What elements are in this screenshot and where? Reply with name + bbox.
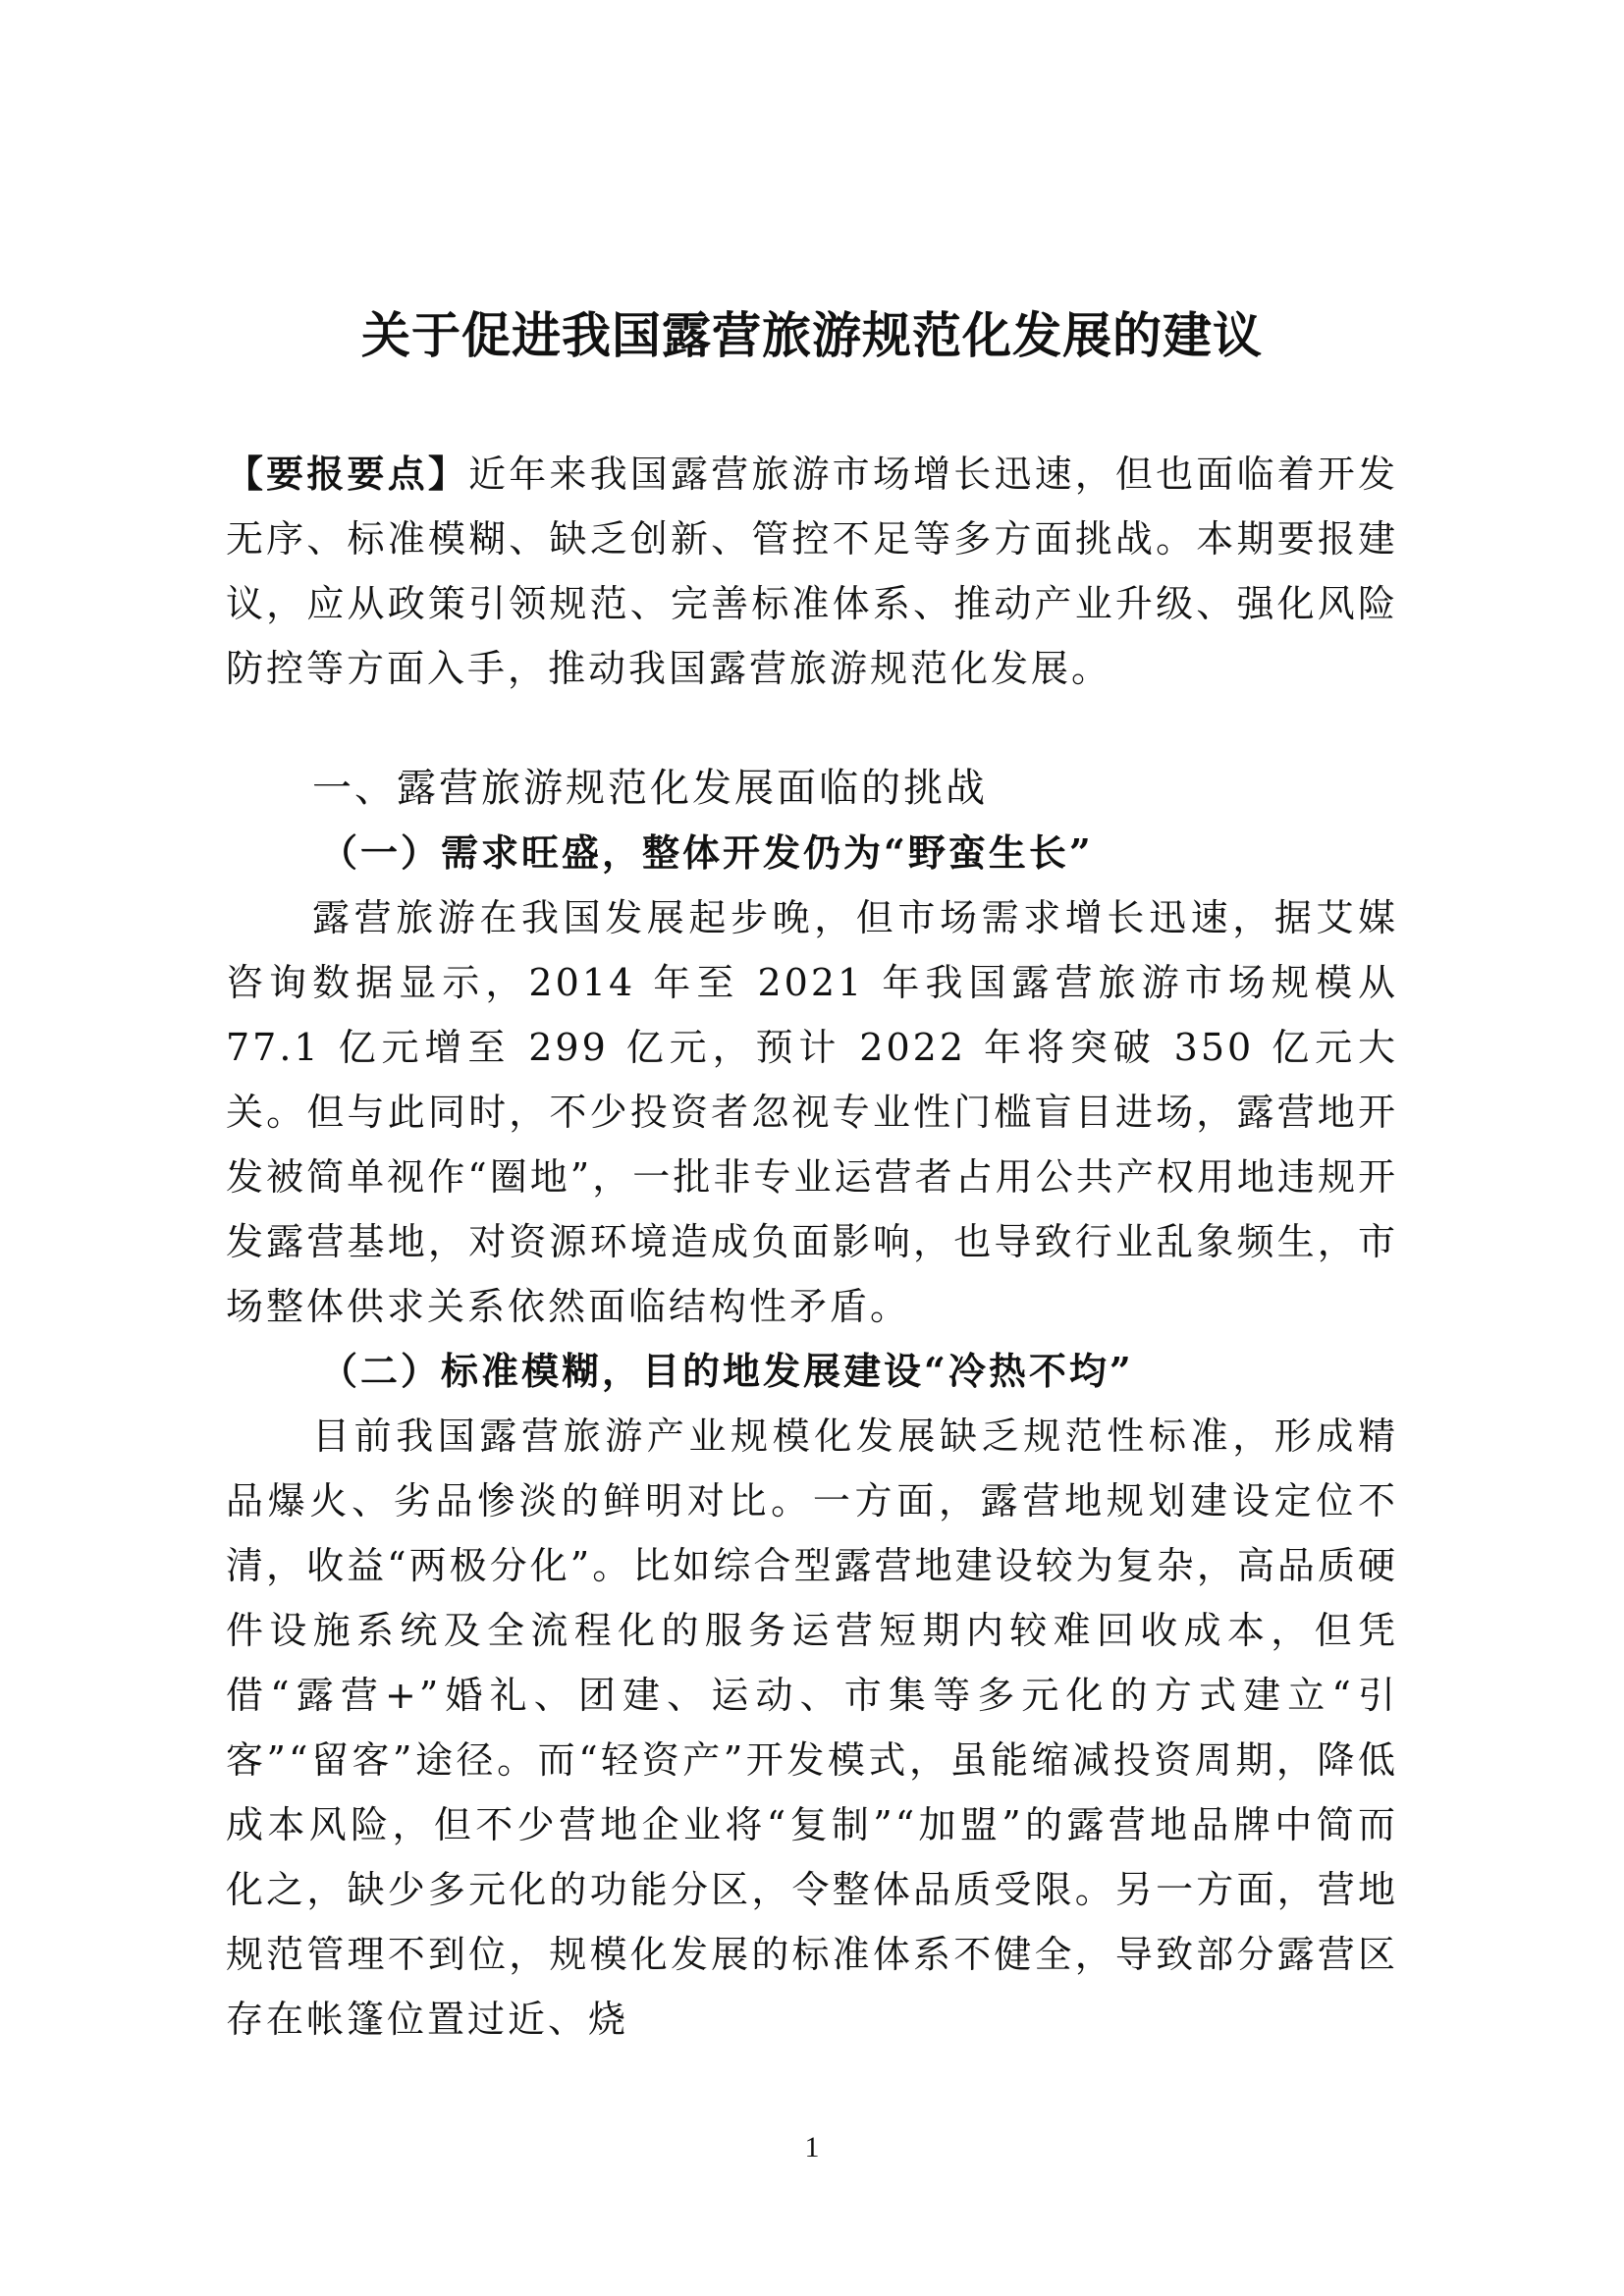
subsection-heading-2: （二）标准模糊，目的地发展建设“冷热不均”: [320, 1349, 1134, 1393]
page-number: 1: [804, 2131, 820, 2163]
document-body: [226, 756, 1398, 2052]
section-heading: 一、露营旅游规范化发展面临的挑战: [312, 766, 988, 811]
summary-text: 近年来我国露营旅游市场增长迅速，但也面临着开发无序、标准模糊、缺乏创新、管控不足等多方面挑战。本期要报建议，应从政策引领规范、完善标准体系、推动产业升级、强化风险防控等方面入手，推动我国露营旅游规范化发展。: [226, 453, 1398, 690]
paragraph-2: 目前我国露营旅游产业规模化发展缺乏规范性标准，形成精品爆火、劣品惨淡的鲜明对比。一方面，露营地规划建设定位不清，收益“两极分化”。比如综合型露营地建设较为复杂，高品质硬件设施系统及全流程化的服务运营短期内较难回收成本，但凭借“露营+”婚礼、团建、运动、市集等多元化的方式建立“引客”“留客”途径。而“轻资产”开发模式，虽能缩减投资周期，降低成本风险，但不少营地企业将“复制”“加盟”的露营地品牌中简而化之，缺少多元化的功能分区，令整体品质受限。另一方面，营地规范管理不到位，规模化发展的标准体系不健全，导致部分露营区存在帐篷位置过近、烧: [226, 1415, 1398, 2041]
document-title: 关于促进我国露营旅游规范化发展的建议: [361, 307, 1263, 364]
summary-block: [226, 442, 1398, 701]
subsection-heading-1: （一）需求旺盛，整体开发仍为“野蛮生长”: [320, 830, 1094, 875]
summary-label: 【要报要点】: [226, 453, 469, 496]
paragraph-1: 露营旅游在我国发展起步晚，但市场需求增长迅速，据艾媒咨询数据显示，2014 年至 2021 年我国露营旅游市场规模从 77.1 亿元增至 299 亿元，预计 2022 年将突破 350 亿元大关。但与此同时，不少投资者忽视专业性门槛盲目进场，露营地开发被简单视作“圈地”，一批非专业运营者占用公共产权用地违规开发露营基地，对资源环境造成负面影响，也导致行业乱象频生，市场整体供求关系依然面临结构性矛盾。: [226, 896, 1398, 1328]
